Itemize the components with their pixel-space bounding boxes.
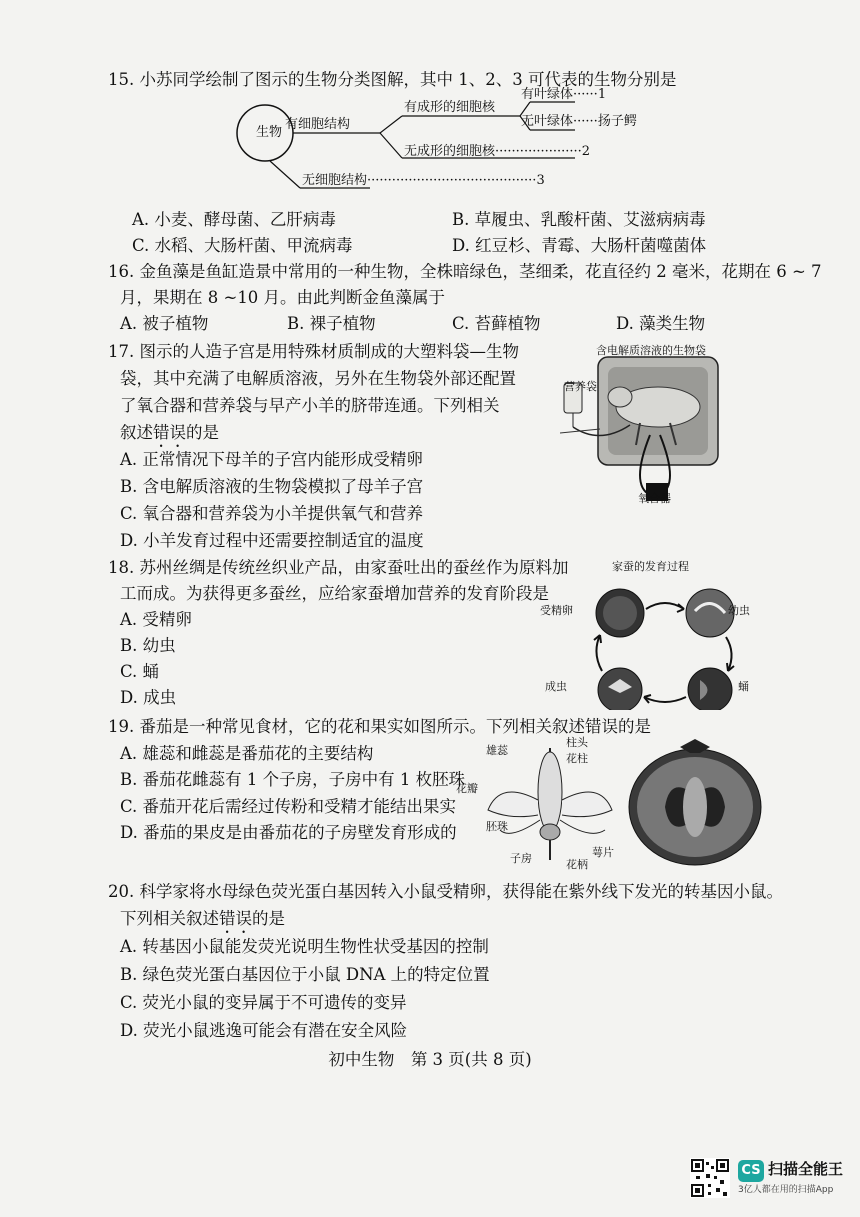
q15-option-d: D. 红豆杉、青霉、大肠杆菌噬菌体 [452,236,707,255]
q19-stem: 19. 番茄是一种常见食材，它的花和果实如图所示。下列相关叙述错误的是 [108,717,651,736]
flower-label-pedicel: 花柄 [566,858,588,871]
q17-stem-line2: 袋，其中充满了电解质溶液，另外在生物袋外部还配置 [120,369,516,388]
emphasis-mark: 错误 [153,423,186,442]
scanner-brand: 扫描全能王 [768,1160,844,1178]
silkworm-stage-egg: 受精卵 [540,604,573,617]
flower-label-sepal: 萼片 [592,846,614,859]
womb-fig-title: 含电解质溶液的生物袋 [596,344,706,357]
scanner-tagline: 3亿人都在用的扫描App [738,1185,834,1195]
silkworm-fig-title: 家蚕的发育过程 [612,560,689,573]
q20-option-d: D. 荧光小鼠逃逸可能会有潜在安全风险 [120,1021,408,1040]
cs-logo-icon: CS [738,1160,764,1182]
q19-option-a: A. 雄蕊和雌蕊是番茄花的主要结构 [120,744,374,763]
silkworm-stage-adult: 成虫 [545,680,567,693]
diagram-b1a: 有成形的细胞核 [404,100,496,115]
flower-label-ovary: 子房 [510,852,532,865]
q19-option-c: C. 番茄开花后需经过传粉和受精才能结出果实 [120,797,457,816]
q16-option-c: C. 苔藓植物 [452,314,541,333]
flower-label-stamen: 雄蕊 [486,744,508,757]
q16-stem-line1: 16. 金鱼藻是鱼缸造景中常用的一种生物，全株暗绿色，茎细柔，花直径约 2 毫米，花期在 6 ~ 7 [108,262,822,281]
diagram-b1a1: 有叶绿体······1 [521,87,607,102]
diagram-b1b: 无成形的细胞核·····················2 [404,144,591,159]
q20-option-a: A. 转基因小鼠能发荧光说明生物性状受基因的控制 [120,937,489,956]
q15-option-a: A. 小麦、酵母菌、乙肝病毒 [132,210,336,229]
flower-label-stigma: 柱头 [566,736,588,749]
q19-option-b: B. 番茄花雌蕊有 1 个子房，子房中有 1 枚胚珠 [120,770,466,789]
flower-label-ovule: 胚珠 [486,820,508,833]
silkworm-stage-larva: 幼虫 [728,604,750,617]
q18-stem-line1: 18. 苏州丝绸是传统丝织业产品，由家蚕吐出的蚕丝作为原料加 [108,558,569,577]
q17-option-c: C. 氧合器和营养袋为小羊提供氧气和营养 [120,504,424,523]
q16-option-b: B. 裸子植物 [287,314,376,333]
diagram-b2: 无细胞结构·········································3 [302,173,545,188]
q20-option-b: B. 绿色荧光蛋白基因位于小鼠 DNA 上的特定位置 [120,965,490,984]
q18-option-b: B. 幼虫 [120,636,176,655]
q16-stem-line2: 月，果期在 8 ~10 月。由此判断金鱼藻属于 [120,288,446,307]
silkworm-stage-pupa: 蛹 [738,680,749,693]
flower-label-style: 花柱 [566,752,588,765]
q17-option-a: A. 正常情况下母羊的子宫内能形成受精卵 [120,450,423,469]
diagram-b1: 有细胞结构 [285,117,351,132]
q17-stem-line4: 叙述错误的是 [120,423,219,442]
q17-option-d: D. 小羊发育过程中还需要控制适宜的温度 [120,531,424,550]
q20-stem-line1: 20. 科学家将水母绿色荧光蛋白基因转入小鼠受精卵，获得能在紫外线下发光的转基因小鼠。 [108,882,783,901]
q16-option-d: D. 藻类生物 [616,314,706,333]
emphasis-mark: 错误 [219,909,252,928]
q18-stem-line2: 工而成。为获得更多蚕丝，应给家蚕增加营养的发育阶段是 [120,584,549,603]
tomato-fruit-figure [625,735,765,870]
womb-fig-label-oxygenator: 氧合器 [638,492,671,505]
womb-fig-label-nutrient-bag: 营养袋 [564,380,597,393]
q18-option-a: A. 受精卵 [120,610,192,629]
artificial-womb-figure [560,345,725,505]
q20-stem-line2: 下列相关叙述错误的是 [120,909,285,928]
qr-code-icon [690,1158,730,1198]
diagram-root: 生物 [256,125,283,140]
flower-label-petal: 花瓣 [456,782,478,795]
q18-option-d: D. 成虫 [120,688,177,707]
q15-option-c: C. 水稻、大肠杆菌、甲流病毒 [132,236,353,255]
q15-option-b: B. 草履虫、乳酸杆菌、艾滋病病毒 [452,210,706,229]
silkworm-lifecycle-figure [540,575,770,710]
q18-option-c: C. 蛹 [120,662,160,681]
q16-option-a: A. 被子植物 [120,314,209,333]
q19-option-d: D. 番茄的果皮是由番茄花的子房壁发育形成的 [120,823,457,842]
q17-option-b: B. 含电解质溶液的生物袋模拟了母羊子宫 [120,477,424,496]
q17-stem-line3: 了氧合器和营养袋与早产小羊的脐带连通。下列相关 [120,396,500,415]
q20-option-c: C. 荧光小鼠的变异属于不可遗传的变异 [120,993,407,1012]
diagram-b1a2: 无叶绿体······扬子鳄 [521,114,637,129]
q17-stem-line1: 17. 图示的人造子宫是用特殊材质制成的大塑料袋—生物 [108,342,519,361]
q15-stem: 15. 小苏同学绘制了图示的生物分类图解，其中 1、2、3 可代表的生物分别是 [108,70,677,89]
page-footer: 初中生物 第 3 页(共 8 页) [328,1050,532,1069]
